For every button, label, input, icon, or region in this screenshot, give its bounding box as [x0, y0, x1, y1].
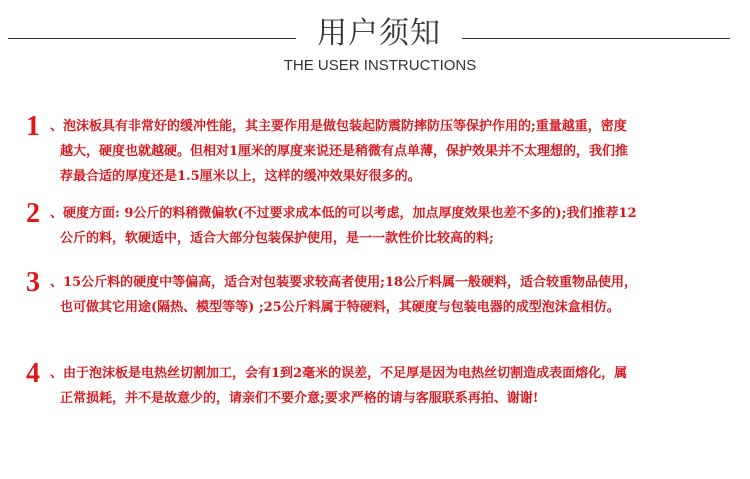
item-number: 3	[26, 267, 40, 298]
item-number: 1	[26, 111, 40, 142]
item-line: 、15公斤料的硬度中等偏高，适合对包装要求较高者使用;18公斤料属一般硬料，适合较重物品使用，	[50, 275, 637, 290]
item-line: 正常损耗，并不是故意少的，请亲们不要介意;要求严格的请与客服联系再拍、谢谢!	[60, 391, 539, 406]
item-text	[50, 361, 740, 411]
page-title: 用户须知	[317, 16, 441, 51]
item-line: 、泡沫板具有非常好的缓冲性能，其主要作用是做包装起防震防摔防压等保护作用的;重量越重，密度	[50, 119, 627, 134]
item-line: 越大，硬度也就越硬。但相对1厘米的厚度来说还是稍微有点单薄，保护效果并不太理想的，我们推	[60, 144, 629, 159]
item-number: 2	[26, 198, 40, 229]
item-line: 、硬度方面: 9公斤的料稍微偏软(不过要求成本低的可以考虑，加点厚度效果也差不多的);我们推荐12	[50, 206, 637, 221]
header	[0, 0, 750, 90]
title-rule-left	[8, 38, 296, 39]
item-line: 也可做其它用途(隔热、模型等等) ;25公斤料属于特硬料，其硬度与包装电器的成型泡沫盒相仿。	[60, 300, 620, 315]
item-number: 4	[26, 358, 40, 389]
item-line: 公斤的料，软硬适中，适合大部分包装保护使用，是一一款性价比较高的料;	[60, 231, 494, 246]
item-line: 荐最合适的厚度还是1.5厘米以上，这样的缓冲效果好很多的。	[60, 169, 421, 184]
item-line: 、由于泡沫板是电热丝切割加工，会有1到2毫米的误差，不足厚是因为电热丝切割造成表面熔化，属	[50, 366, 628, 381]
item-text	[50, 201, 740, 251]
item-text	[50, 114, 740, 189]
title-rule-right	[462, 38, 730, 39]
item-text	[50, 270, 740, 320]
page-subtitle: THE USER INSTRUCTIONS	[283, 57, 477, 74]
